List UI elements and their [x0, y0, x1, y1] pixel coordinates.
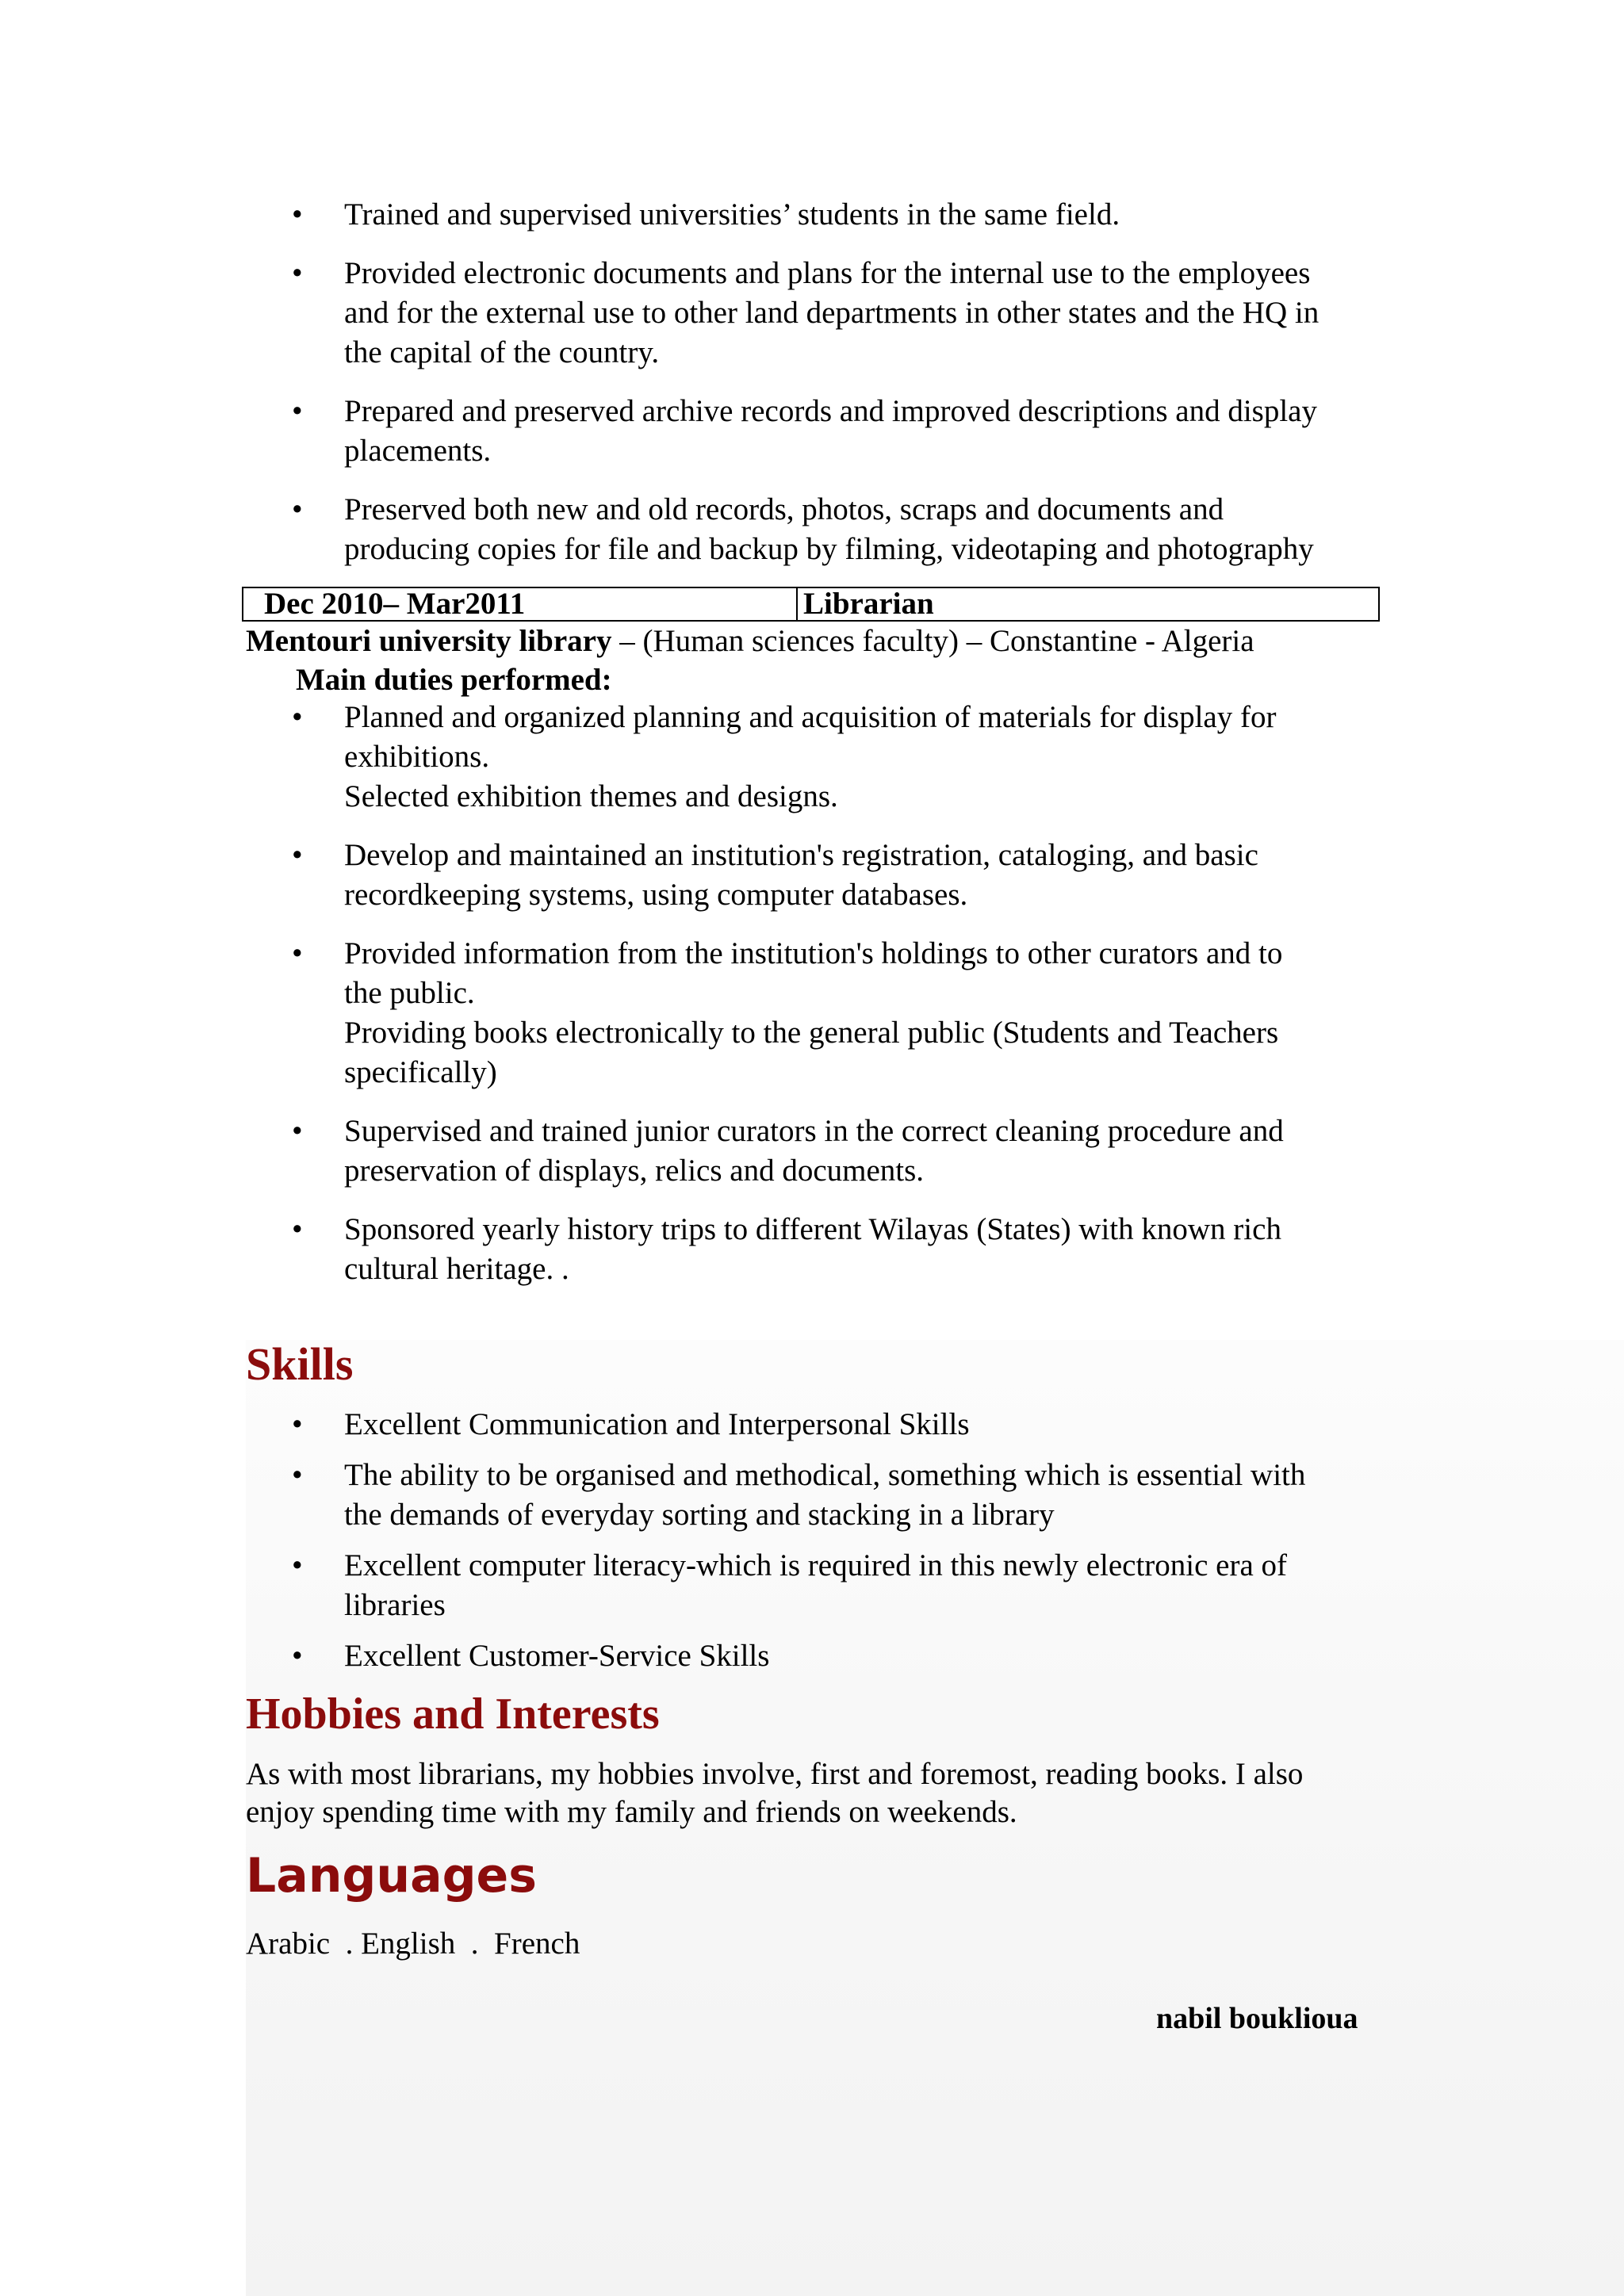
signature-name: nabil bouklioua [1156, 2002, 1358, 2035]
list-item-text: Excellent Customer-Service Skills [344, 1639, 770, 1673]
job-title: Librarian [803, 587, 934, 621]
list-item [0, 1636, 1624, 1676]
list-item-text: Planned and organized planning and acquisition of materials for display for exhibitions. Selected exhibition themes and designs. [344, 700, 1277, 813]
list-item-text: Provided electronic documents and plans for the internal use to the employees and for the external use to other land departments in other states and the HQ in the capital of the country. [344, 256, 1320, 369]
bullet-icon: • [292, 256, 303, 290]
bullet-icon: • [292, 492, 303, 526]
list-item [0, 1405, 1624, 1445]
skills-list [0, 1405, 1624, 1676]
hobbies-heading: Hobbies and Interests [246, 1689, 660, 1739]
list-item-text: Provided information from the institution's holdings to other curators and to the public. Providing books electronically to the general public (Students and Teachers specifically) [344, 936, 1283, 1089]
list-item [0, 836, 1624, 915]
list-item [0, 195, 1624, 235]
bullet-icon: • [292, 197, 303, 232]
bullet-icon: • [292, 1407, 303, 1441]
list-item-text: Trained and supervised universities’ students in the same field. [344, 197, 1120, 232]
job-header-divider [796, 588, 798, 622]
employer-line [246, 623, 1254, 660]
bullet-icon: • [292, 1458, 303, 1492]
list-item-text: Prepared and preserved archive records and improved descriptions and display placements. [344, 394, 1317, 468]
list-item-text: Excellent Communication and Interpersonal Skills [344, 1407, 970, 1441]
bullet-icon: • [292, 1212, 303, 1246]
list-item [0, 1546, 1624, 1625]
hobbies-text: As with most librarians, my hobbies involve, first and foremost, reading books. I also enjoy spending time with my family and friends on weekends. [246, 1757, 1304, 1829]
list-item [0, 392, 1624, 471]
employer-location: – (Human sciences faculty) – Constantine - Algeria [611, 624, 1254, 658]
bullet-icon: • [292, 936, 303, 970]
job-duties-list [0, 698, 1624, 1289]
list-item [0, 698, 1624, 817]
list-item [0, 1112, 1624, 1191]
list-item [0, 1210, 1624, 1289]
bullet-icon: • [292, 1639, 303, 1673]
bullet-icon: • [292, 700, 303, 734]
skills-heading: Skills [246, 1338, 354, 1390]
languages-heading: Languages [246, 1848, 537, 1904]
bullet-icon: • [292, 394, 303, 428]
list-item [0, 254, 1624, 373]
list-item [0, 1456, 1624, 1535]
duties-heading: Main duties performed: [296, 663, 612, 697]
list-item-text: Develop and maintained an institution's registration, cataloging, and basic recordkeeping systems, using computer databases. [344, 838, 1258, 912]
bullet-icon: • [292, 1114, 303, 1148]
bullet-icon: • [292, 1548, 303, 1582]
list-item-text: Sponsored yearly history trips to different Wilayas (States) with known rich cultural heritage. . [344, 1212, 1281, 1286]
list-item-text: Preserved both new and old records, photos, scraps and documents and producing copies for file and backup by filming, videotaping and photography [344, 492, 1314, 566]
job-dates: Dec 2010– Mar2011 [264, 587, 526, 621]
languages-text: Arabic . English . French [246, 1927, 580, 1961]
employer-name: Mentouri university library [246, 624, 612, 658]
bullet-icon: • [292, 838, 303, 872]
list-item [0, 934, 1624, 1093]
list-item-text: The ability to be organised and methodical, something which is essential with the demands of everyday sorting and stacking in a library [344, 1458, 1306, 1532]
list-item-text: Supervised and trained junior curators in the correct cleaning procedure and preservation of displays, relics and documents. [344, 1114, 1284, 1188]
job-header-box [242, 587, 1380, 622]
list-item [0, 490, 1624, 569]
list-item-text: Excellent computer literacy-which is required in this newly electronic era of libraries [344, 1548, 1288, 1622]
previous-job-duties-list [0, 195, 1624, 569]
